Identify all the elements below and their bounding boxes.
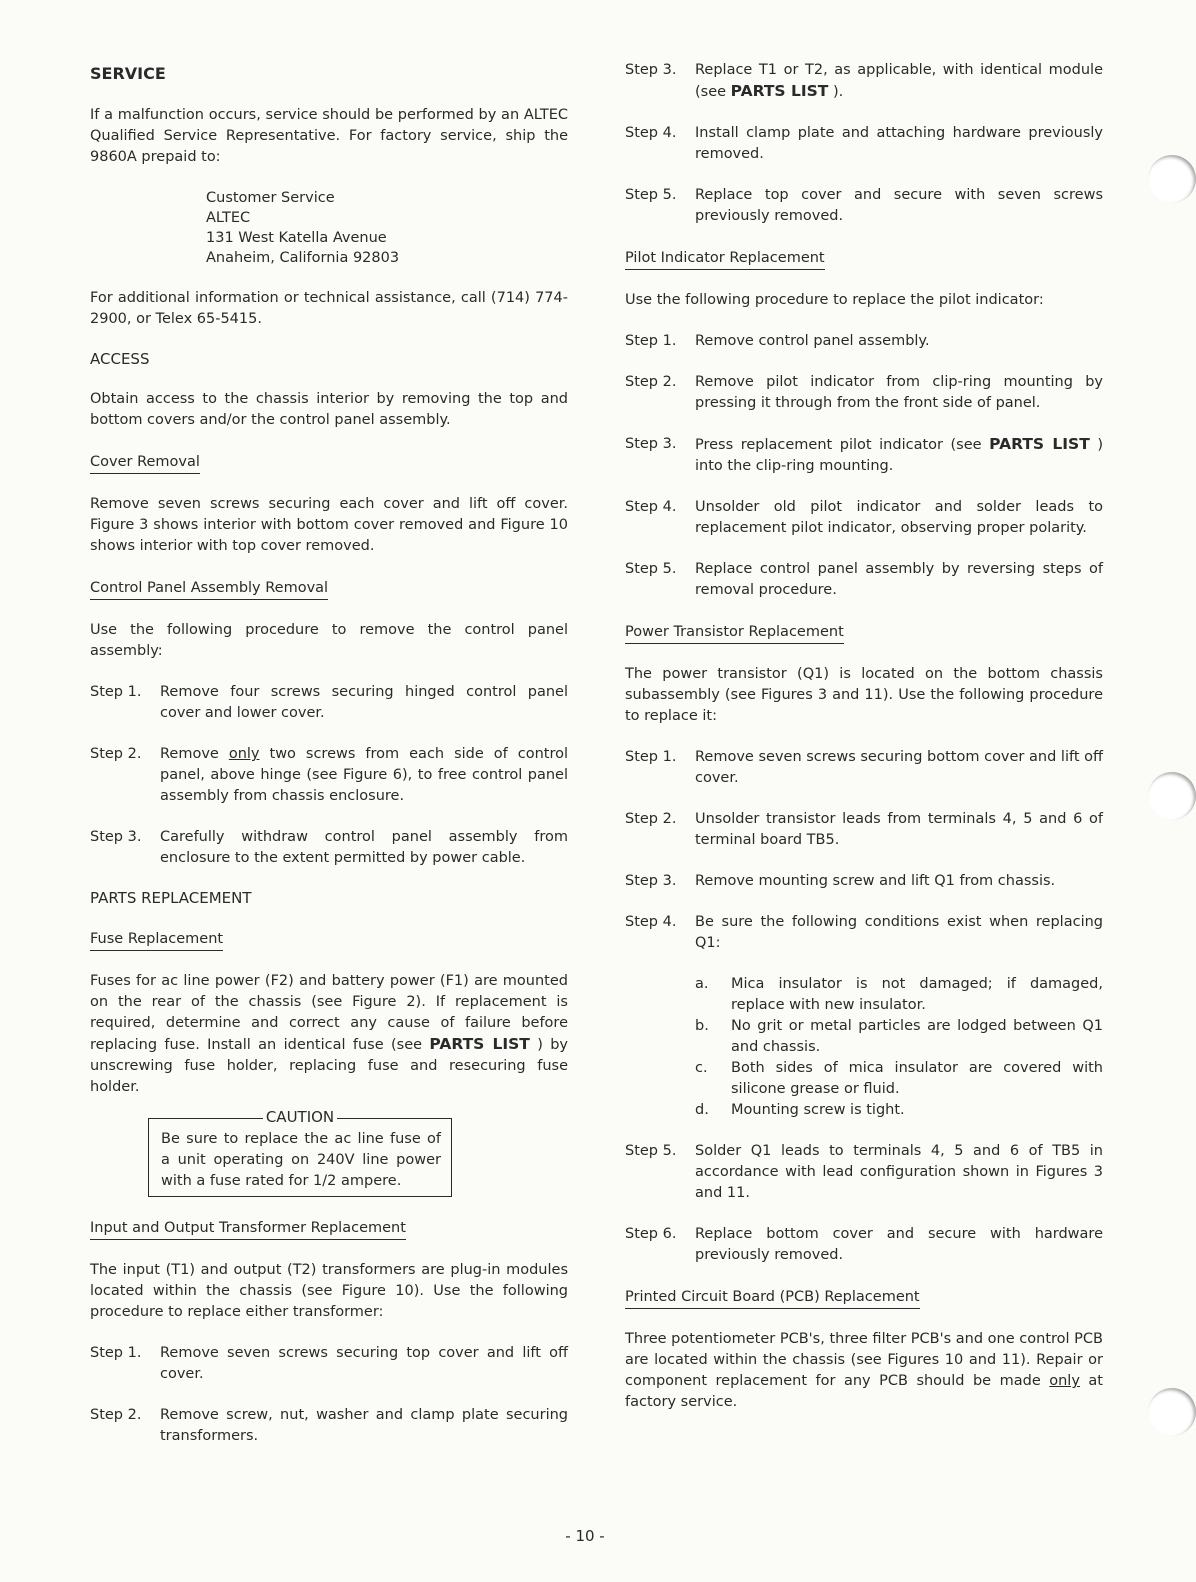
step-item xyxy=(90,1405,568,1447)
list-item-text: Mica insulator is not damaged; if damaged, replace with new insulator. xyxy=(731,976,1103,1013)
address-line: 131 West Katella Avenue xyxy=(206,230,387,246)
list-item-label: b. xyxy=(695,1018,709,1034)
step-text: Replace top cover and secure with seven screws previously removed. xyxy=(695,187,1103,224)
step-item xyxy=(90,1343,568,1385)
step-text xyxy=(695,60,1103,103)
paragraph-part: Three potentiometer PCB's, three filter PCB's and one control PCB are located within the chassis (see Figures 10 and 11). Repair or component replacement for any PCB should be made xyxy=(625,1331,1103,1389)
power-transistor-paragraph: The power transistor (Q1) is located on the bottom chassis subassembly (see Figures 3 and 11). Use the following procedure to replace it: xyxy=(625,666,1103,724)
step-item xyxy=(625,1224,1103,1266)
step-item xyxy=(90,827,568,869)
paragraph-part: at factory service. xyxy=(625,1373,1103,1410)
parts-list-ref: PARTS LIST xyxy=(730,82,829,100)
service-heading: SERVICE xyxy=(90,64,166,83)
service-paragraph: If a malfunction occurs, service should be performed by an ALTEC Qualified Service Representative. For factory service, ship the 9860A prepaid to: xyxy=(90,107,568,165)
step-label: Step 1. xyxy=(625,749,677,765)
pcb-replacement-paragraph xyxy=(625,1329,1103,1413)
pcb-replacement-heading: Printed Circuit Board (PCB) Replacement xyxy=(625,1289,920,1309)
step-text: Replace bottom cover and secure with hardware previously removed. xyxy=(695,1226,1103,1263)
caution-text: Be sure to replace the ac line fuse of a unit operating on 240V line power with a fuse rated for 1/2 ampere. xyxy=(148,1118,452,1197)
service-address xyxy=(206,188,568,268)
step-text-part: Remove xyxy=(160,746,229,762)
list-item xyxy=(695,1058,1103,1100)
step-label: Step 3. xyxy=(625,873,677,889)
access-heading: ACCESS xyxy=(90,350,150,368)
pilot-indicator-heading: Pilot Indicator Replacement xyxy=(625,250,825,270)
step-text: Unsolder transistor leads from terminals 4, 5 and 6 of terminal board TB5. xyxy=(695,811,1103,848)
step-label: Step 4. xyxy=(625,914,677,930)
parts-list-ref: PARTS LIST xyxy=(989,435,1090,453)
step-item xyxy=(90,744,568,807)
contact-paragraph: For additional information or technical assistance, call (714) 774-2900, or Telex 65-5415. xyxy=(90,290,568,327)
cover-removal-heading: Cover Removal xyxy=(90,454,200,474)
step-item xyxy=(625,185,1103,227)
step-label: Step 4. xyxy=(625,499,677,515)
step-item xyxy=(625,809,1103,851)
step-text-part: Replace T1 or T2, as applicable, with identical module (see xyxy=(695,62,1103,100)
list-item-text: Mounting screw is tight. xyxy=(731,1102,905,1118)
transformer-replacement-paragraph: The input (T1) and output (T2) transformers are plug-in modules located within the chassis (see Figure 10). Use the following procedure to replace either transformer: xyxy=(90,1262,568,1320)
fuse-replacement-paragraph xyxy=(90,971,568,1098)
list-item xyxy=(695,1016,1103,1058)
underlined-word: only xyxy=(1049,1373,1080,1389)
control-panel-removal-heading: Control Panel Assembly Removal xyxy=(90,580,328,600)
step-text-part: Press replacement pilot indicator (see xyxy=(695,437,990,453)
step-label: Step 3. xyxy=(625,436,677,452)
paragraph-part: ) by unscrewing fuse holder, replacing fuse and resecuring fuse holder. xyxy=(90,1037,568,1095)
step-text: Remove mounting screw and lift Q1 from chassis. xyxy=(695,873,1056,889)
list-item xyxy=(695,974,1103,1016)
binder-hole xyxy=(1148,1388,1196,1436)
binder-hole xyxy=(1148,772,1196,820)
step-text: Remove pilot indicator from clip-ring mounting by pressing it through from the front side of panel. xyxy=(695,374,1103,411)
left-column xyxy=(90,60,568,1467)
page-number: - 10 - xyxy=(565,1527,605,1545)
paragraph-part: Fuses for ac line power (F2) and battery power (F1) are mounted on the rear of the chassis (see Figure 2). If replacement is required, determine and correct any cause of failure before replacing fuse. Install an identical fuse (see xyxy=(90,973,568,1053)
step-text: Remove seven screws securing top cover and lift off cover. xyxy=(160,1345,568,1382)
step-text: Remove seven screws securing bottom cover and lift off cover. xyxy=(695,749,1103,786)
step-label: Step 5. xyxy=(625,187,677,203)
address-line: Anaheim, California 92803 xyxy=(206,250,400,266)
step-text: Be sure the following conditions exist when replacing Q1: xyxy=(695,914,1103,951)
step-item xyxy=(90,682,568,724)
list-item-label: c. xyxy=(695,1060,708,1076)
list-item xyxy=(695,1100,1103,1121)
parts-list-ref: PARTS LIST xyxy=(429,1035,530,1053)
step-label: Step 2. xyxy=(90,1407,142,1423)
step-text: Unsolder old pilot indicator and solder leads to replacement pilot indicator, observing proper polarity. xyxy=(695,499,1103,536)
step-text: Install clamp plate and attaching hardware previously removed. xyxy=(695,125,1103,162)
step-text: Carefully withdraw control panel assembly from enclosure to the extent permitted by power cable. xyxy=(160,829,568,866)
step-label: Step 2. xyxy=(90,746,142,762)
step-item xyxy=(625,372,1103,414)
step-text: Remove four screws securing hinged control panel cover and lower cover. xyxy=(160,684,568,721)
parts-replacement-heading: PARTS REPLACEMENT xyxy=(90,889,252,907)
step-label: Step 3. xyxy=(90,829,142,845)
step-item xyxy=(625,912,1103,954)
caution-box xyxy=(148,1108,452,1197)
step-item xyxy=(625,434,1103,477)
step-label: Step 1. xyxy=(625,333,677,349)
step-text: Remove control panel assembly. xyxy=(695,333,930,349)
step-label: Step 1. xyxy=(90,684,142,700)
step-label: Step 4. xyxy=(625,125,677,141)
list-item-label: a. xyxy=(695,976,709,992)
step-label: Step 5. xyxy=(625,1143,677,1159)
conditions-list xyxy=(625,974,1103,1121)
transformer-replacement-heading: Input and Output Transformer Replacement xyxy=(90,1220,406,1240)
list-item-text: Both sides of mica insulator are covered with silicone grease or fluid. xyxy=(731,1060,1103,1097)
access-paragraph: Obtain access to the chassis interior by removing the top and bottom covers and/or the control panel assembly. xyxy=(90,391,568,428)
step-text-part: two screws from each side of control panel, above hinge (see Figure 6), to free control panel assembly from chassis enclosure. xyxy=(160,746,569,804)
caution-title: CAUTION xyxy=(263,1108,337,1126)
step-label: Step 3. xyxy=(625,62,677,78)
step-text-part: ). xyxy=(828,84,844,100)
step-text xyxy=(160,744,568,807)
step-item xyxy=(625,1141,1103,1204)
underlined-word: only xyxy=(228,746,260,762)
list-item-text: No grit or metal particles are lodged between Q1 and chassis. xyxy=(731,1018,1103,1055)
step-label: Step 6. xyxy=(625,1226,677,1242)
fuse-replacement-heading: Fuse Replacement xyxy=(90,931,223,951)
step-text-part: ) into the clip-ring mounting. xyxy=(695,437,1103,474)
step-item xyxy=(625,331,1103,352)
step-item xyxy=(625,123,1103,165)
binder-hole xyxy=(1148,155,1196,203)
step-item xyxy=(625,871,1103,892)
step-label: Step 1. xyxy=(90,1345,142,1361)
step-text: Remove screw, nut, washer and clamp plate securing transformers. xyxy=(160,1407,568,1444)
cover-removal-paragraph: Remove seven screws securing each cover and lift off cover. Figure 3 shows interior with bottom cover removed and Figure 10 shows interior with top cover removed. xyxy=(90,496,568,554)
step-item xyxy=(625,747,1103,789)
address-line: ALTEC xyxy=(206,210,251,226)
address-line: Customer Service xyxy=(206,190,335,206)
pilot-indicator-paragraph: Use the following procedure to replace the pilot indicator: xyxy=(625,292,1044,308)
step-label: Step 2. xyxy=(625,374,677,390)
step-text: Solder Q1 leads to terminals 4, 5 and 6 of TB5 in accordance with lead configuration shown in Figures 3 and 11. xyxy=(695,1143,1103,1201)
right-column xyxy=(625,60,1103,1433)
step-label: Step 2. xyxy=(625,811,677,827)
list-item-label: d. xyxy=(695,1102,709,1118)
step-text: Replace control panel assembly by reversing steps of removal procedure. xyxy=(695,561,1103,598)
step-item xyxy=(625,60,1103,103)
step-item xyxy=(625,559,1103,601)
step-item xyxy=(625,497,1103,539)
power-transistor-heading: Power Transistor Replacement xyxy=(625,624,844,644)
step-label: Step 5. xyxy=(625,561,677,577)
control-panel-removal-paragraph: Use the following procedure to remove the control panel assembly: xyxy=(90,622,568,659)
step-text xyxy=(695,434,1103,477)
